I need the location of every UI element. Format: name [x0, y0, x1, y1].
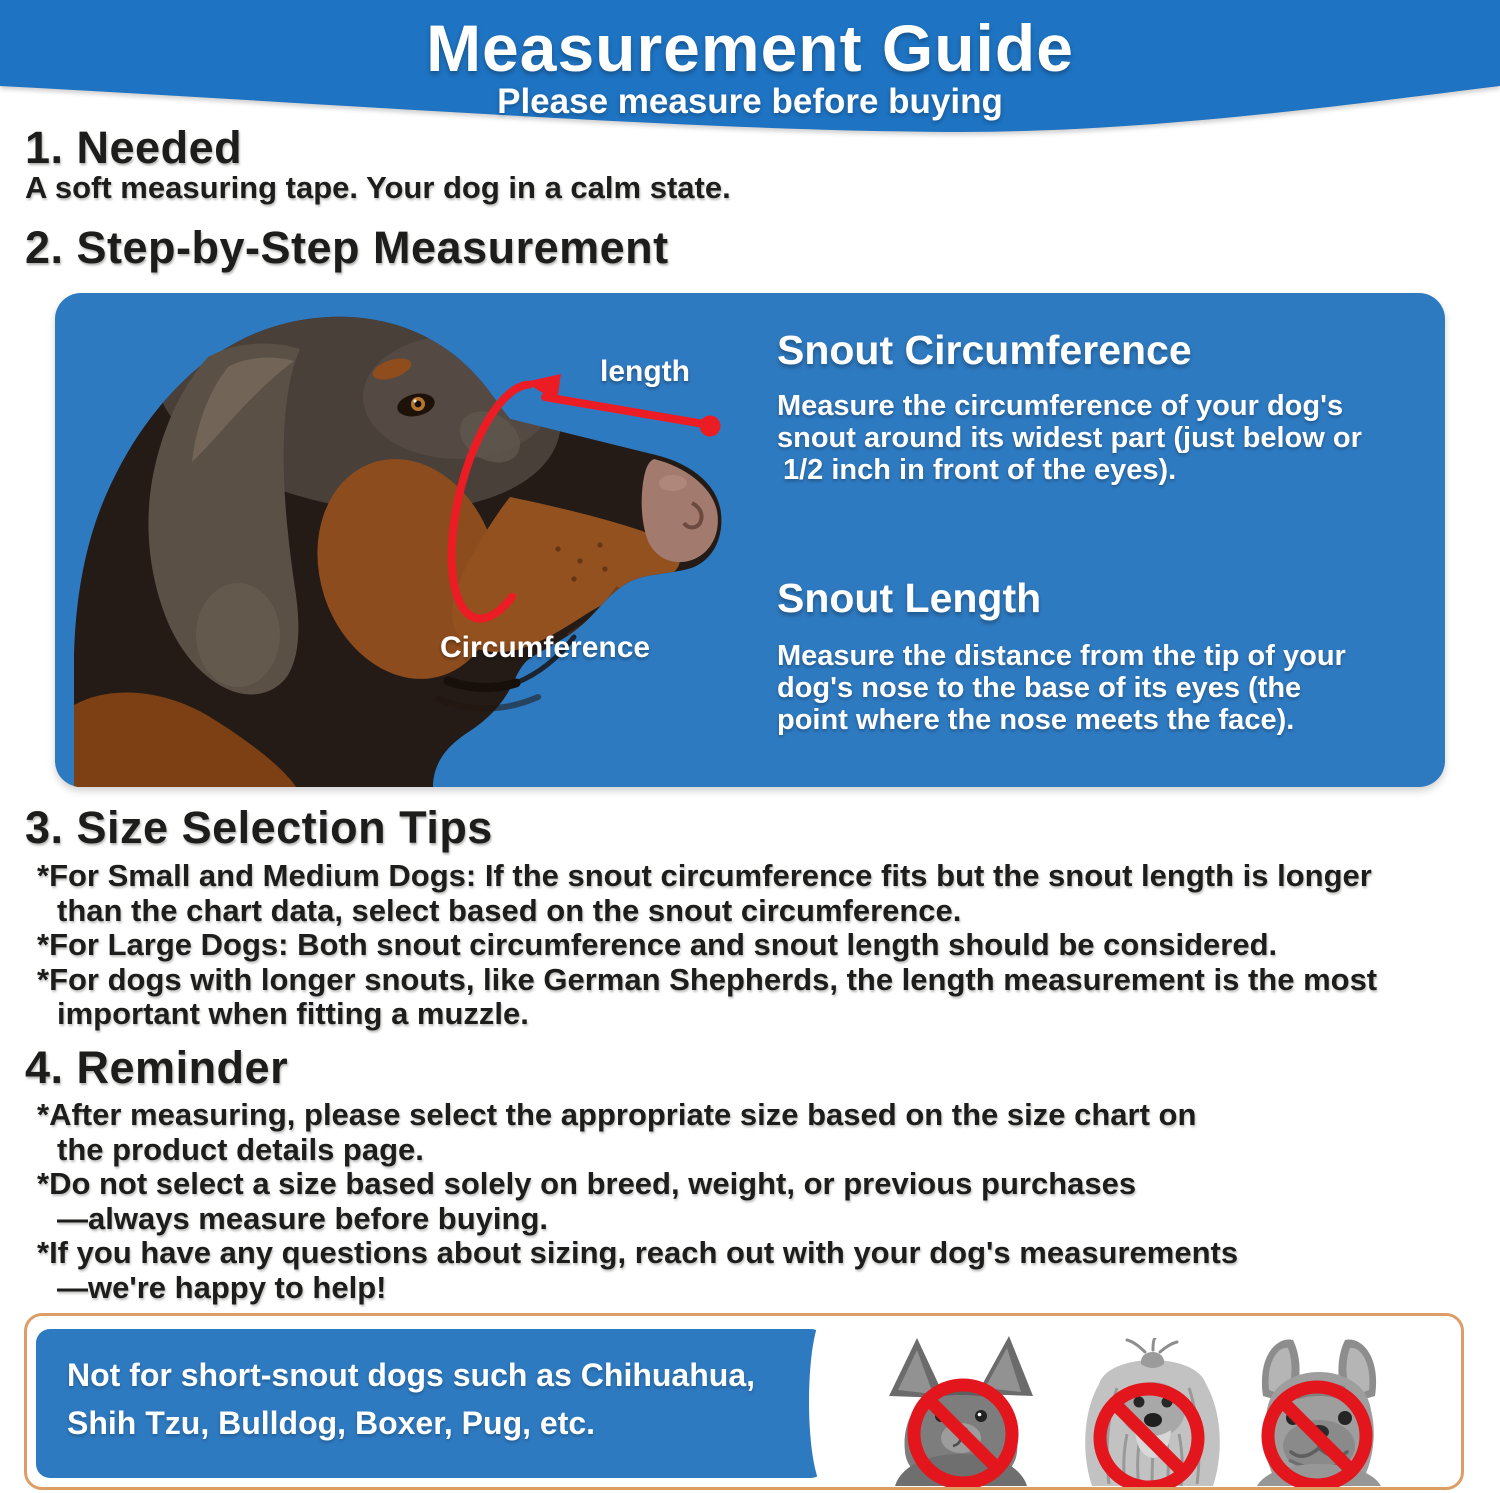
- note-edge-curve: [809, 1314, 843, 1489]
- no-sign-icon: [1089, 1378, 1209, 1490]
- needed-body: A soft measuring tape. Your dog in a calm state.: [25, 170, 731, 205]
- reminder-list: *After measuring, please select the appropriate size based on the size chart on the product details page. *Do not select a size based solely on breed, weight, or previous purchases —always measure before buying. *If you have any questions about sizing, reach out with your dog's measurements —we're happy to help!: [37, 1097, 1239, 1305]
- warning-panel: [24, 1313, 1464, 1490]
- no-sign-icon: [903, 1374, 1023, 1490]
- measurement-diagram-panel: [55, 293, 1445, 787]
- circumference-label: Circumference: [440, 631, 651, 664]
- page-title: Measurement Guide: [426, 11, 1074, 85]
- tips-list: *For Small and Medium Dogs: If the snout circumference fits but the snout length is longer than the chart data, select based on the snout circumference. *For Large Dogs: Both snout circumference and snout length should be considered. *For dogs with longer snouts, like German Shepherds, the length measurement is the most important when fitting a muzzle.: [37, 858, 1378, 1032]
- page-subtitle: Please measure before buying: [497, 82, 1003, 121]
- snout-circumference-heading: Snout Circumference: [777, 327, 1192, 373]
- tips-heading: 3. Size Selection Tips: [25, 802, 493, 853]
- snout-circumference-text: Measure the circumference of your dog's snout around its widest part (just below or 1/2 inch in front of the eyes).: [777, 390, 1362, 486]
- steps-heading: 2. Step-by-Step Measurement: [25, 222, 669, 273]
- no-sign-icon: [1257, 1376, 1377, 1490]
- snout-length-heading: Snout Length: [777, 575, 1042, 621]
- snout-length-text: Measure the distance from the tip of your dog's nose to the base of its eyes (the point where the nose meets the face).: [777, 640, 1346, 736]
- needed-heading: 1. Needed: [25, 122, 243, 173]
- reminder-heading: 4. Reminder: [25, 1042, 289, 1093]
- warning-note: Not for short-snout dogs such as Chihuahua, Shih Tzu, Bulldog, Boxer, Pug, etc.: [36, 1329, 825, 1478]
- length-label: length: [600, 355, 690, 388]
